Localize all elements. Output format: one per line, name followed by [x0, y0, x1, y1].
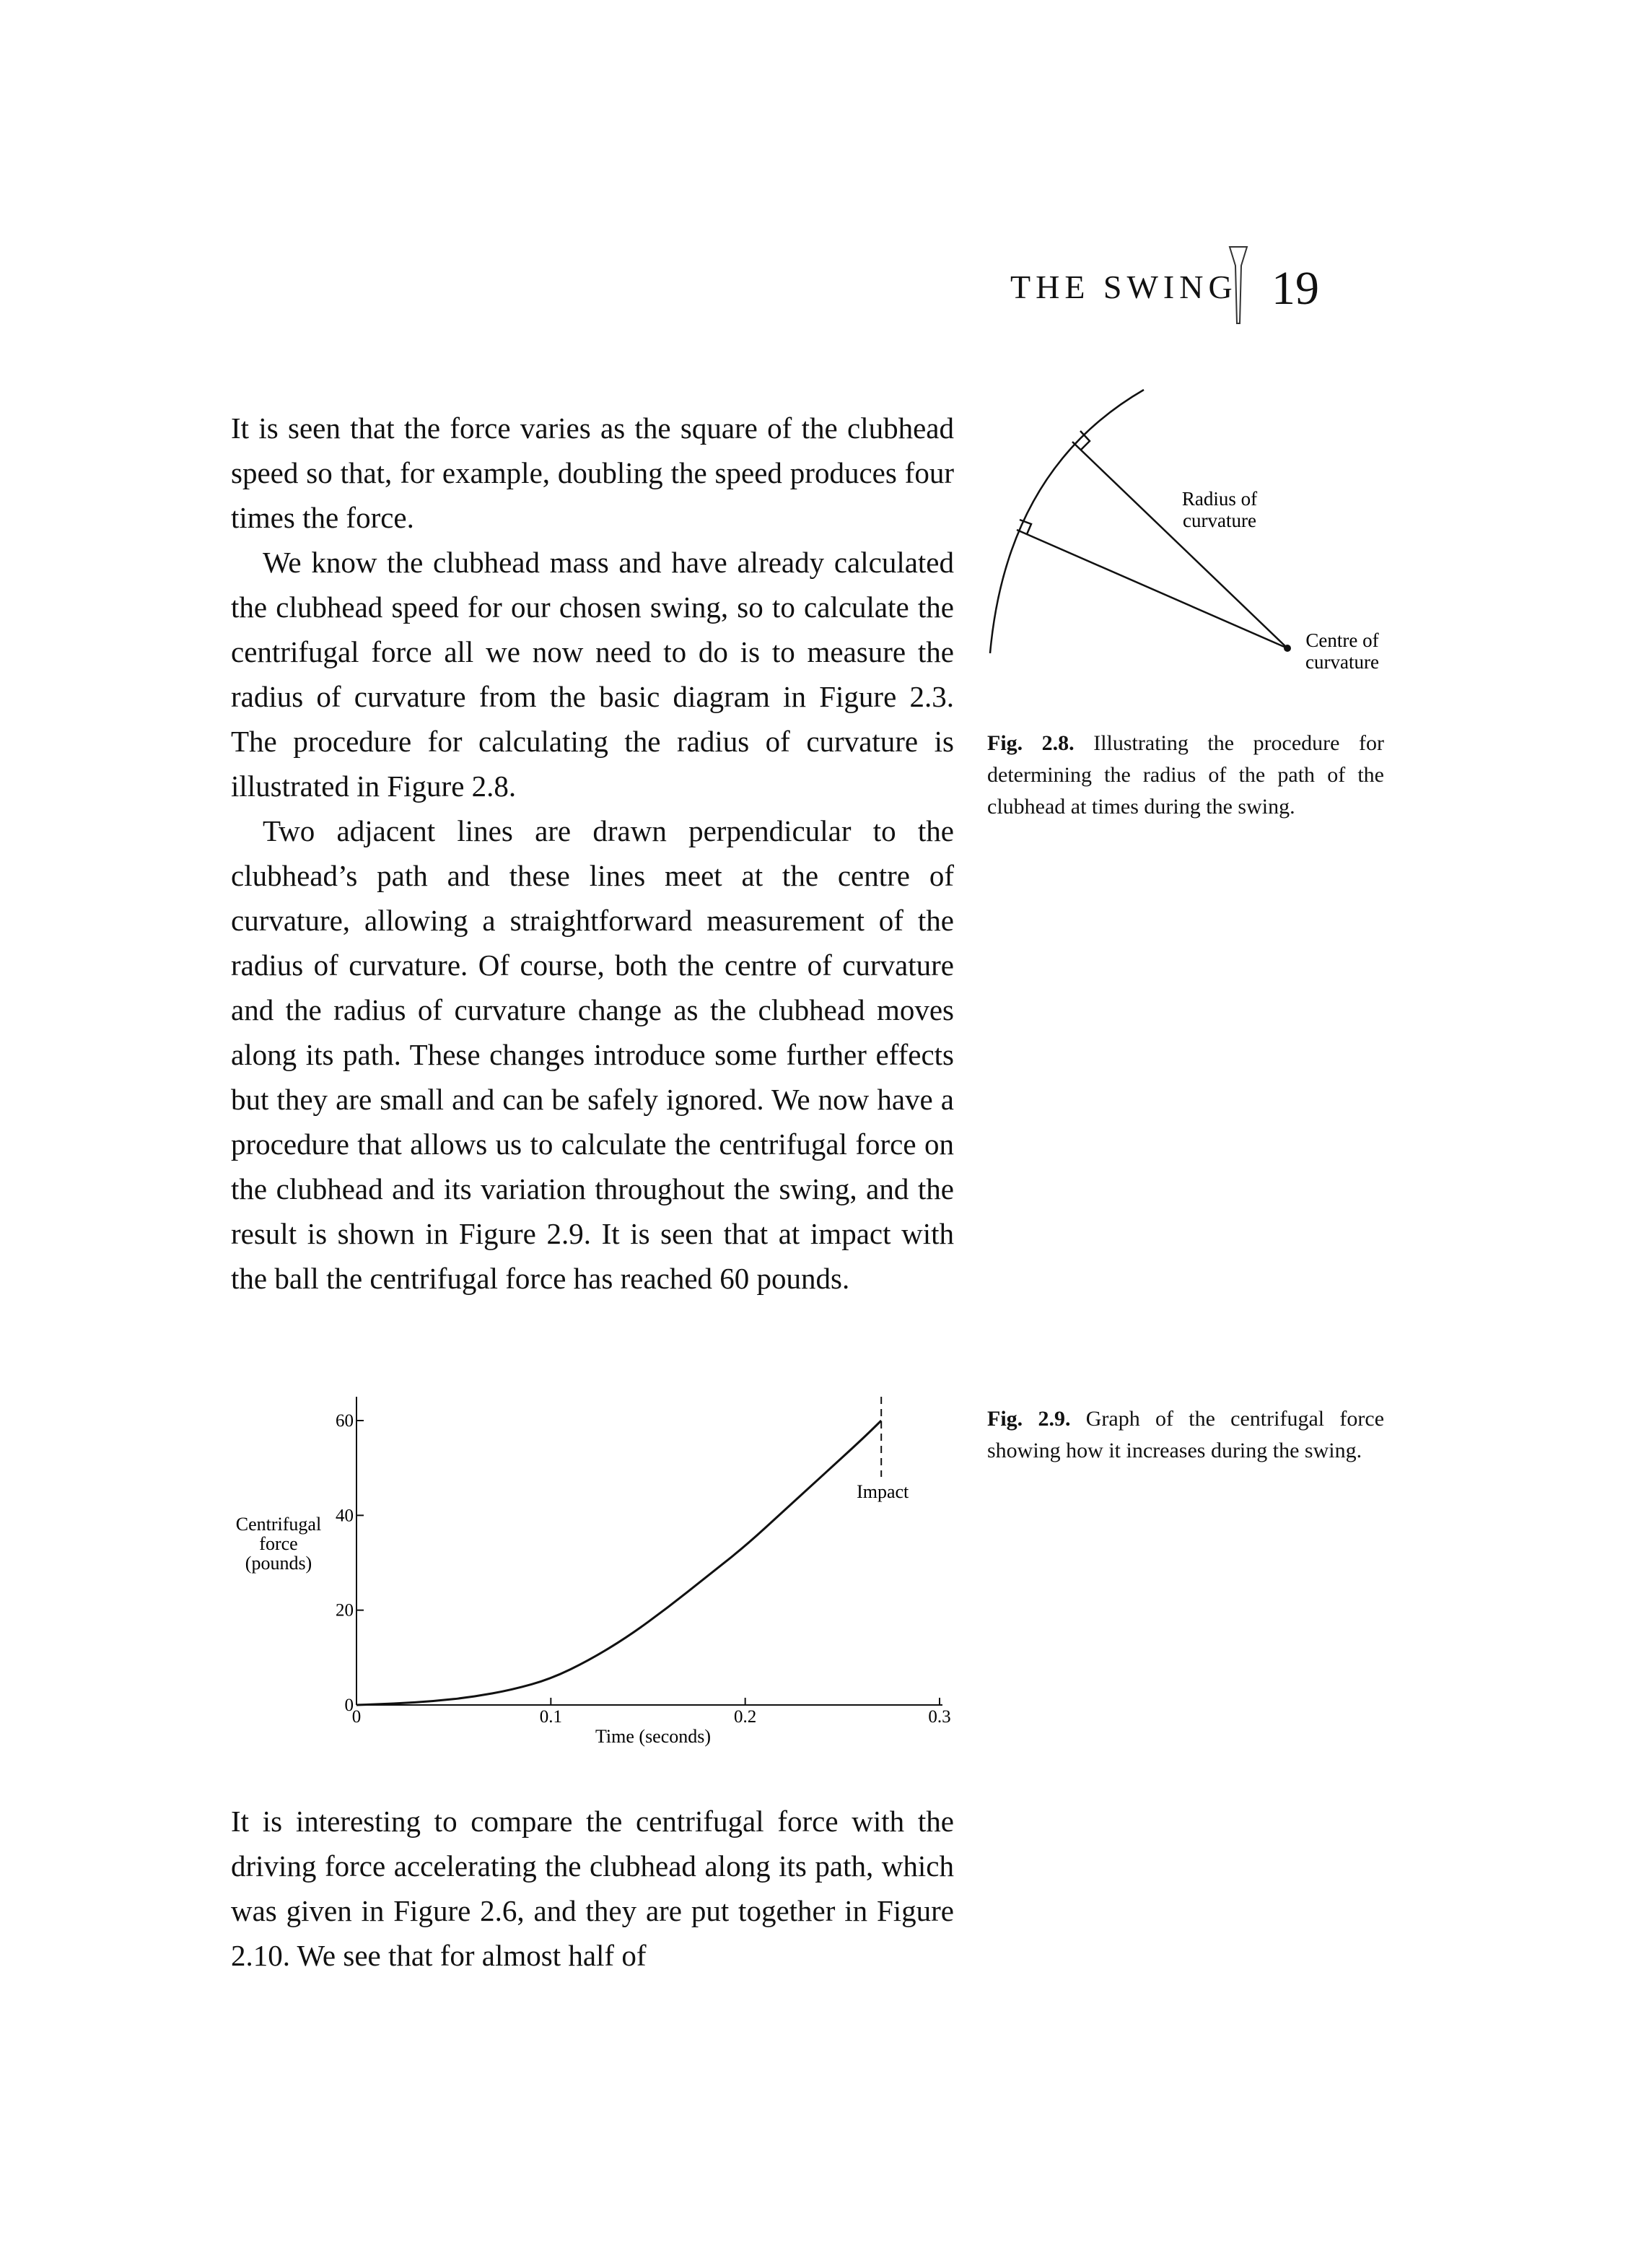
- paragraph: It is interesting to compare the centrifugal force with the driving force accelerating the clubhead along its path, which was given in Figure 2.6, and they are put together in Figure 2.10. We see that for almost half of: [231, 1805, 954, 1972]
- y-tick-label: 40: [336, 1506, 354, 1526]
- y-tick-label: 20: [336, 1600, 354, 1621]
- figure-label: Fig. 2.9.: [987, 1407, 1071, 1431]
- x-tick-label: 0.2: [734, 1707, 757, 1727]
- label-radius-line1: Radius of: [1181, 488, 1258, 510]
- body-text-lower: [231, 1799, 954, 1978]
- figure-2-8-diagram: [967, 375, 1400, 693]
- page-number: 19: [1272, 262, 1319, 315]
- figure-2-9-chart: [216, 1386, 974, 1761]
- running-title: THE SWING: [1010, 269, 1238, 305]
- x-ticks: [352, 1698, 951, 1727]
- figure-2-8-caption: [987, 728, 1384, 823]
- caption-text: Illustrating the procedure for determining the radius of the path of the clubhead at times during the swing.: [987, 731, 1384, 819]
- radius-line-lower: [1017, 530, 1287, 648]
- y-ticks: [336, 1411, 364, 1715]
- figure-2-9-caption: [987, 1403, 1384, 1467]
- series-line-centrifugal-force: [356, 1421, 881, 1705]
- centre-point: [1284, 645, 1291, 652]
- label-centre-line2: curvature: [1305, 651, 1379, 673]
- y-axis-title-line: Centrifugal: [235, 1514, 322, 1535]
- clubhead-path-arc: [990, 390, 1144, 653]
- golf-tee-icon: [1228, 244, 1248, 331]
- paragraph: We know the clubhead mass and have already calculated the clubhead speed for our chosen swing, so to calculate the centrifugal force all we now need to do is to measure the radius of curvature from the basic diagram in Figure 2.3. The procedure for calculating the radius of curvature is illustrated in Figure 2.8.: [231, 546, 954, 803]
- y-axis-title-line: (pounds): [245, 1553, 312, 1574]
- x-tick-label: 0.1: [539, 1707, 562, 1727]
- x-tick-label: 0: [351, 1707, 362, 1727]
- y-tick-label: 0: [344, 1696, 354, 1715]
- caption-text: Graph of the centrifugal force showing how it increases during the swing.: [987, 1407, 1385, 1462]
- impact-label: Impact: [857, 1481, 909, 1502]
- y-axis-title: [236, 1514, 321, 1574]
- x-tick-label: 0.3: [928, 1707, 951, 1727]
- running-header: [0, 0, 1628, 339]
- x-axis-title: Time (seconds): [595, 1726, 712, 1747]
- body-text-upper: [231, 406, 954, 1301]
- label-radius-line2: curvature: [1183, 510, 1256, 531]
- paragraph: Two adjacent lines are drawn perpendicular to the clubhead’s path and these lines meet at the centre of curvature, allowing a straightforward measurement of the radius of curvature. Of course, both the centre of curvature and the radius of curvature change as the clubhead moves along its path. These changes introduce some further effects but they are small and can be safely ignored. We now have a procedure that allows us to calculate the centrifugal force on the clubhead and its variation throughout the swing, and the result is shown in Figure 2.9. It is seen that at impact with the ball the centrifugal force has reached 60 pounds.: [231, 814, 954, 1295]
- y-axis-title-line: force: [259, 1533, 298, 1554]
- radius-line-upper: [1072, 442, 1287, 648]
- paragraph: It is seen that the force varies as the square of the clubhead speed so that, for example, doubling the speed produces four times the force.: [231, 411, 954, 534]
- figure-label: Fig. 2.8.: [987, 731, 1075, 755]
- label-centre-line1: Centre of: [1305, 629, 1379, 651]
- y-tick-label: 60: [336, 1411, 354, 1431]
